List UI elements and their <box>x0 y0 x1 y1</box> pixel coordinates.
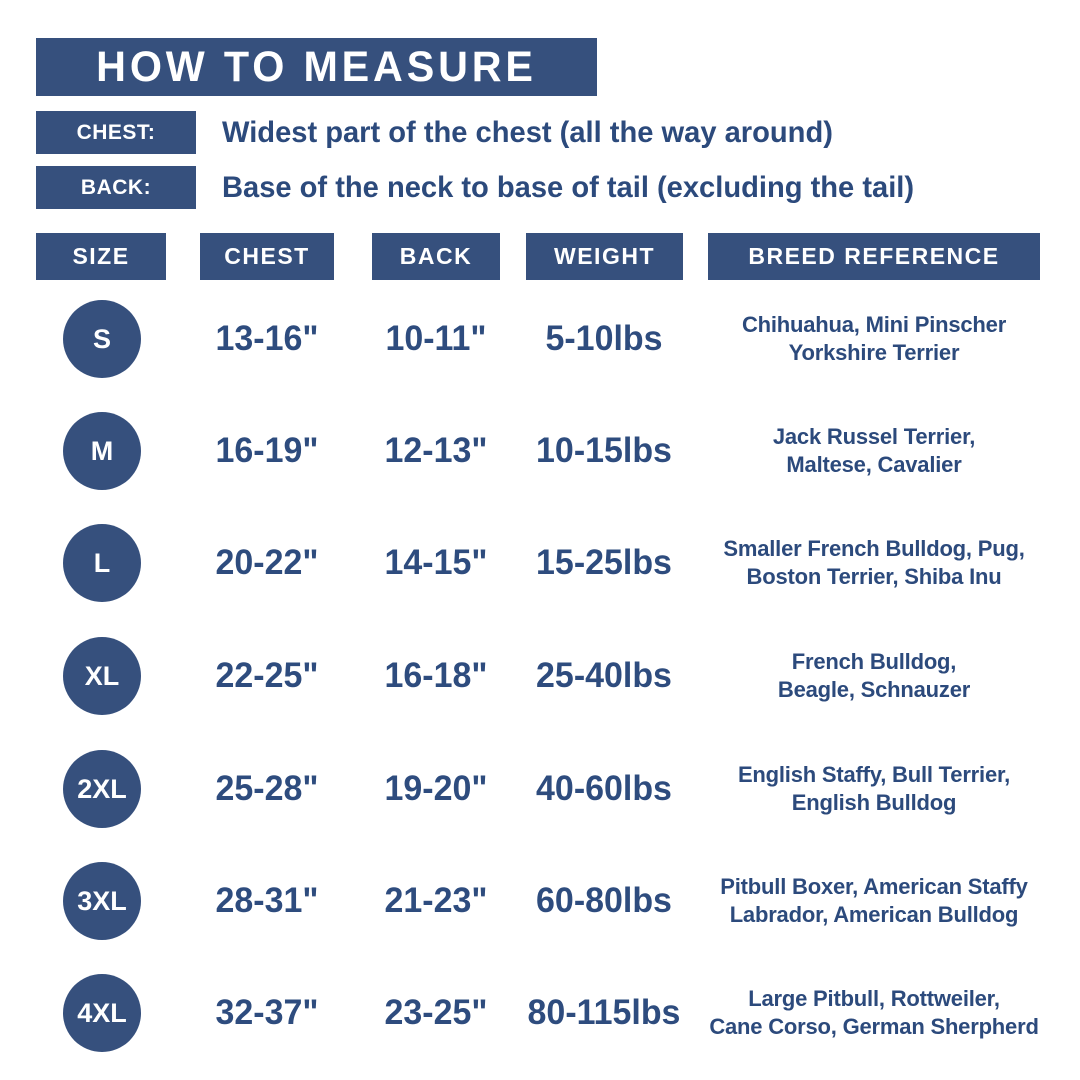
table-row <box>0 733 1080 845</box>
breed-line-2: English Bulldog <box>791 790 957 815</box>
header-chest: CHEST <box>200 233 334 280</box>
weight-value: 60-80lbs <box>536 881 672 920</box>
breed-reference <box>700 733 1048 845</box>
header-weight: WEIGHT <box>526 233 683 280</box>
breed-reference <box>700 845 1048 957</box>
breed-line-2: Boston Terrier, Shiba Inu <box>746 564 1002 589</box>
chest-value: 28-31" <box>215 881 319 920</box>
breed-line-1: English Staffy, Bull Terrier, <box>737 762 1011 787</box>
chest-value: 32-37" <box>215 993 319 1032</box>
back-label: BACK: <box>36 166 196 209</box>
size-cell <box>36 957 168 1069</box>
breed-reference <box>700 620 1048 732</box>
chest-value: 16-19" <box>215 431 319 470</box>
breed-reference <box>700 957 1048 1069</box>
title-bar <box>36 38 597 96</box>
size-cell <box>36 845 168 957</box>
back-value: 16-18" <box>384 656 488 695</box>
size-badge: 2XL <box>63 750 141 828</box>
chest-value: 25-28" <box>215 769 319 808</box>
breed-line-1: French Bulldog, <box>791 649 957 674</box>
size-badge: S <box>63 300 141 378</box>
breed-reference <box>700 283 1048 395</box>
breed-line-2: Maltese, Cavalier <box>786 452 962 477</box>
breed-line-2: Yorkshire Terrier <box>788 340 960 365</box>
size-badge: 4XL <box>63 974 141 1052</box>
table-header-row <box>0 233 1080 280</box>
back-value: 19-20" <box>384 769 488 808</box>
breed-line-1: Smaller French Bulldog, Pug, <box>723 536 1025 561</box>
table-row <box>0 620 1080 732</box>
back-value: 10-11" <box>385 319 487 358</box>
weight-value: 80-115lbs <box>527 993 681 1032</box>
table-row <box>0 283 1080 395</box>
back-description: Base of the neck to base of tail (excluding the tail) <box>222 170 915 204</box>
weight-value: 10-15lbs <box>536 431 672 470</box>
back-value: 12-13" <box>384 431 488 470</box>
breed-reference <box>700 507 1048 619</box>
weight-value: 15-25lbs <box>536 543 672 582</box>
chest-value: 22-25" <box>215 656 319 695</box>
header-size: SIZE <box>36 233 166 280</box>
weight-value: 25-40lbs <box>536 656 672 695</box>
weight-value: 40-60lbs <box>536 769 672 808</box>
table-row <box>0 507 1080 619</box>
measure-guide-back <box>36 166 935 209</box>
chest-label: CHEST: <box>36 111 196 154</box>
size-badge: XL <box>63 637 141 715</box>
header-breed-reference: BREED REFERENCE <box>708 233 1040 280</box>
table-row <box>0 395 1080 507</box>
chest-description: Widest part of the chest (all the way around) <box>222 115 833 149</box>
breed-line-2: Cane Corso, German Sherpherd <box>709 1014 1039 1039</box>
breed-line-2: Beagle, Schnauzer <box>777 677 971 702</box>
measure-guide-chest <box>36 111 852 154</box>
breed-line-1: Pitbull Boxer, American Staffy <box>720 874 1028 899</box>
size-cell <box>36 507 168 619</box>
size-badge: M <box>63 412 141 490</box>
size-badge: L <box>63 524 141 602</box>
size-cell <box>36 733 168 845</box>
size-badge: 3XL <box>63 862 141 940</box>
table-row <box>0 845 1080 957</box>
back-value: 21-23" <box>384 881 488 920</box>
chest-value: 20-22" <box>215 543 319 582</box>
table-row <box>0 957 1080 1069</box>
chest-value: 13-16" <box>215 319 319 358</box>
back-value: 14-15" <box>384 543 488 582</box>
page-title: HOW TO MEASURE <box>96 42 537 91</box>
size-cell <box>36 283 168 395</box>
weight-value: 5-10lbs <box>545 319 663 358</box>
size-cell <box>36 395 168 507</box>
breed-line-2: Labrador, American Bulldog <box>729 902 1019 927</box>
size-cell <box>36 620 168 732</box>
breed-line-1: Chihuahua, Mini Pinscher <box>741 312 1007 337</box>
breed-line-1: Large Pitbull, Rottweiler, <box>748 986 1000 1011</box>
breed-reference <box>700 395 1048 507</box>
header-back: BACK <box>372 233 500 280</box>
back-value: 23-25" <box>384 993 488 1032</box>
breed-line-1: Jack Russel Terrier, <box>772 424 976 449</box>
